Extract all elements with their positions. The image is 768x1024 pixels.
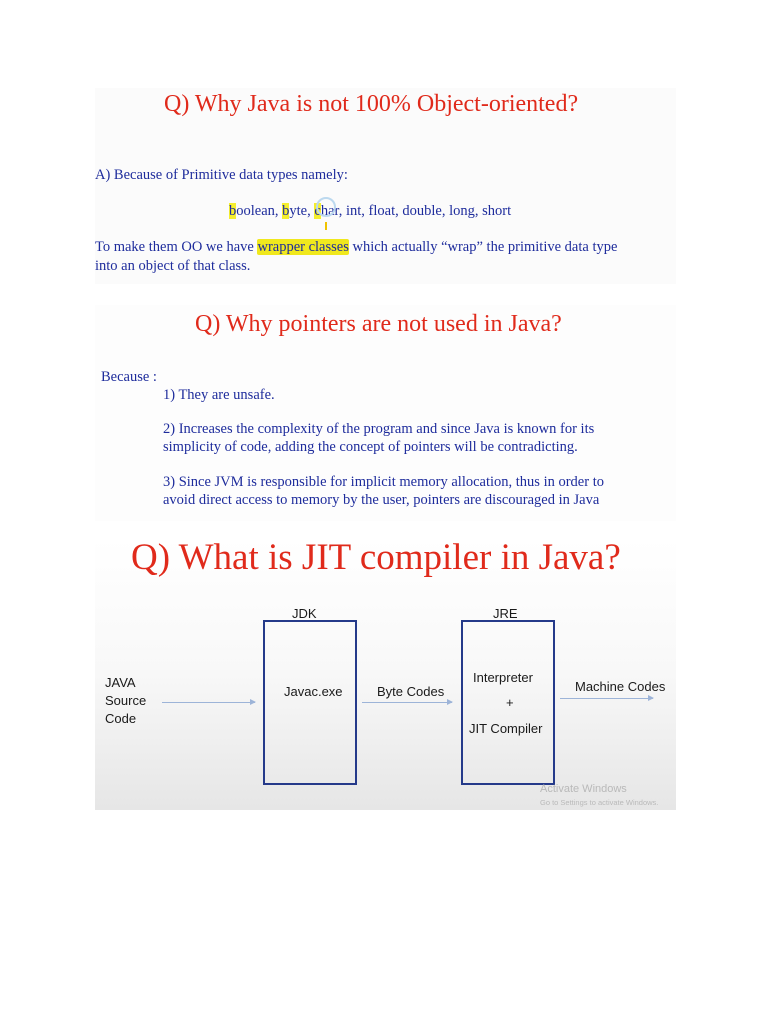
slide-jit-compiler [95,538,676,810]
jre-label: JRE [493,606,518,621]
slide-java-oo [95,88,676,284]
wrapper-line-1-post: which actually “wrap” the primitive data type [348,239,618,255]
wrapper-line-1 [95,239,617,256]
arrow-jre-to-machine-icon [560,698,653,699]
wrapper-line-2: into an object of that class. [95,258,251,274]
primitive-types-list [229,203,511,220]
types-char-rest: har, int, float, double, long, short [320,203,512,219]
jdk-label: JDK [292,606,317,621]
point-3-line-1: 3) Since JVM is responsible for implicit memory allocation, thus in order to [163,474,604,490]
slide1-title: Q) Why Java is not 100% Object-oriented? [164,91,579,117]
highlight-b: b [229,203,237,219]
point-1: 1) They are unsafe. [163,387,275,403]
java-source-label [105,674,146,728]
wrapper-line-1-pre: To make them OO we have [95,239,258,255]
slide3-title: Q) What is JIT compiler in Java? [131,538,621,578]
arrow-source-to-jdk-icon [162,702,255,703]
source-line-1: JAVA [105,675,136,690]
jit-compiler-label: JIT Compiler [469,721,543,736]
text-cursor-icon [315,196,337,232]
byte-codes-label: Byte Codes [377,684,445,699]
jdk-box [263,620,357,785]
point-2-line-2: simplicity of code, adding the concept of pointers will be contradicting. [163,439,578,455]
wrapper-classes-highlight: wrapper classes [257,239,349,255]
slide2-title: Q) Why pointers are not used in Java? [195,311,562,337]
highlight-byte-b: b [282,203,290,219]
types-byte-rest: yte, [289,203,315,219]
arrow-jdk-to-jre-icon [362,702,452,703]
machine-codes-label: Machine Codes [575,679,666,694]
point-2-line-1: 2) Increases the complexity of the program and since Java is known for its [163,421,595,437]
highlight-char-c: c [314,203,321,219]
slide-java-pointers [95,305,676,521]
interpreter-label: Interpreter [473,670,533,685]
types-boolean-rest: oolean, [236,203,283,219]
plus-label: + [506,695,514,710]
source-line-2: Source [105,693,147,708]
javac-label: Javac.exe [284,684,343,699]
activate-windows-sub: Go to Settings to activate Windows. [540,798,659,807]
source-line-3: Code [105,711,137,726]
point-3-line-2: avoid direct access to memory by the user, pointers are discouraged in Java [163,492,600,508]
slide1-answer-intro: A) Because of Primitive data types namely: [95,167,348,183]
because-label: Because : [101,369,157,385]
activate-windows-title: Activate Windows [540,783,627,795]
